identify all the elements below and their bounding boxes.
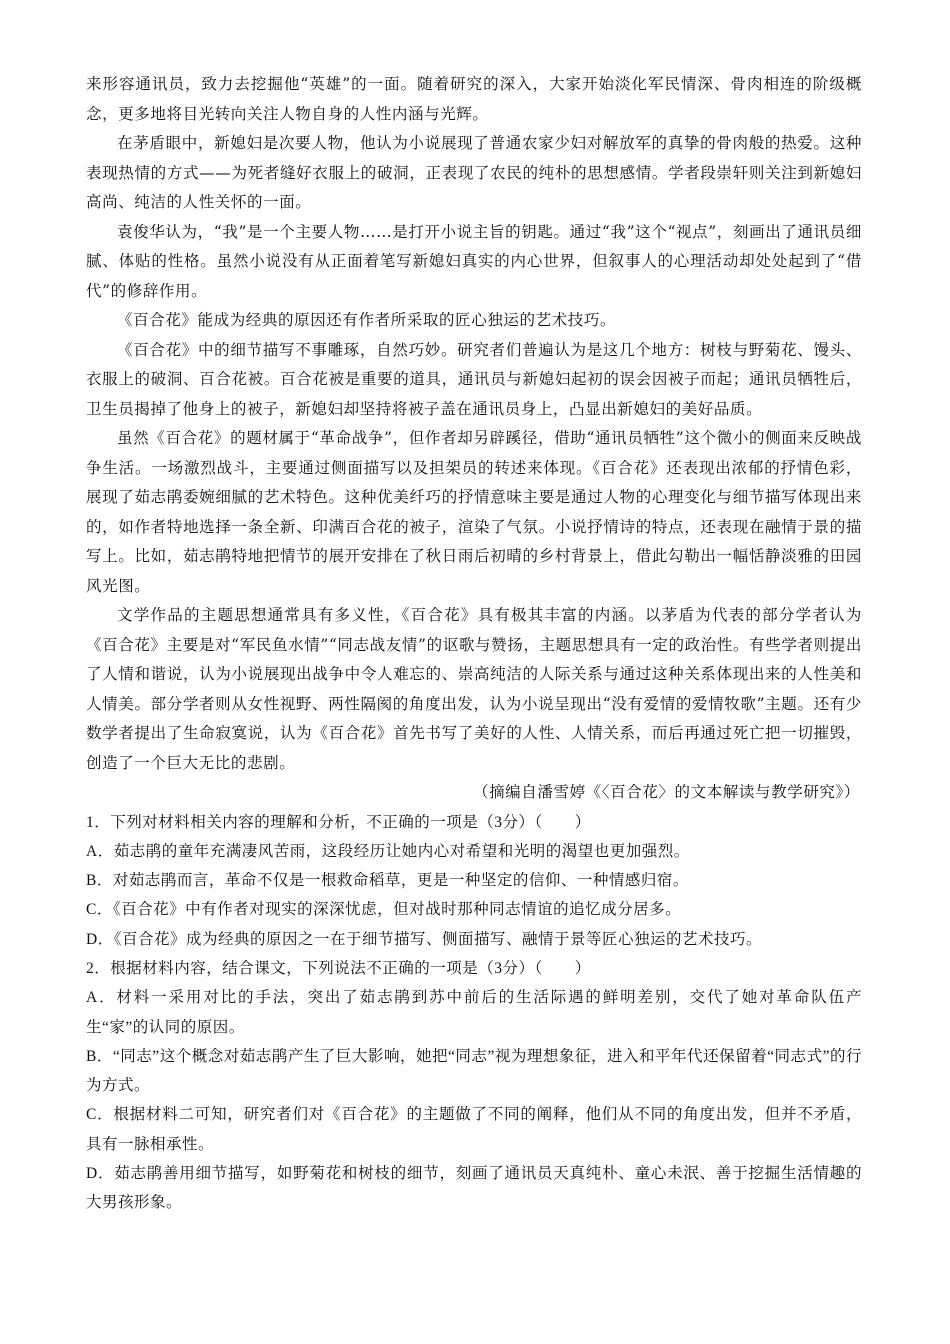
passage-paragraph: 袁俊华认为，“我”是一个主要人物……是打开小说主旨的钥匙。通过“我”这个“视点”，刻画出了通讯员细腻、体贴的性格。虽然小说没有从正面着笔写新媳妇真实的内心世界，但叙事人的心理活动却处处起到了“借代”的修辞作用。 (86, 222, 862, 300)
passage-source: （摘编自潘雪婷《〈百合花〉的文本解读与教学研究》） (472, 783, 860, 801)
answer-option-c: C．根据材料二可知，研究者们对《百合花》的主题做了不同的阐释，他们从不同的角度出发，但并不矛盾，具有一脉相承性。 (86, 1106, 862, 1153)
answer-option-c: C．《百合花》中有作者对现实的深深忧虑，但对战时那种同志情谊的追忆成分居多。 (86, 901, 682, 919)
answer-option-d: D．《百合花》成为经典的原因之一在于细节描写、侧面描写、融情于景等匠心独运的艺术技巧。 (86, 930, 762, 948)
answer-option-b: B．“同志”这个概念对茹志鹃产生了巨大影响，她把“同志”视为理想象征，进入和平年代还保留着“同志式”的行为方式。 (86, 1047, 862, 1095)
passage-paragraph: 《百合花》能成为经典的原因还有作者所采取的匠心独运的艺术技巧。 (117, 311, 617, 329)
answer-option-d: D．茹志鹃善用细节描写，如野菊花和树枝的细节，刻画了通讯员天真纯朴、童心未泯、善于挖掘生活情趣的大男孩形象。 (86, 1165, 862, 1212)
answer-option-a: A．材料一采用对比的手法，突出了茹志鹃到苏中前后的生活际遇的鲜明差别，交代了她对革命队伍产生“家”的认同的原因。 (86, 989, 862, 1036)
answer-option-b: B．对茹志鹃而言，革命不仅是一根救命稻草，更是一种坚定的信仰、一种情感归宿。 (86, 872, 689, 890)
answer-option-a: A．茹志鹃的童年充满凄风苦雨，这段经历让她内心对希望和光明的渴望也更加强烈。 (86, 842, 690, 860)
passage-paragraph: 虽然《百合花》的题材属于“革命战争”，但作者却另辟蹊径，借助“通讯员牺牲”这个微小的侧面来反映战争生活。一场激烈战斗，主要通过侧面描写以及担架员的转述来体现。《百合花》还表现出浓郁的抒情色彩，展现了茹志鹃委婉细腻的艺术特色。这种优美纤巧的抒情意味主要是通过人物的心理变化与细节描写体现出来的，如作者特地选择一条全新、印满百合花的被子，渲染了气氛。小说抒情诗的特点，还表现在融情于景的描写上。比如，茹志鹃特地把情节的展开安排在了秋日雨后初晴的乡村背景上，借此勾勒出一幅恬静淡雅的田园风光图。 (86, 429, 862, 595)
document-page (86, 70, 862, 1218)
passage-paragraph: 《百合花》中的细节描写不事雕琢，自然巧妙。研究者们普遍认为是这几个地方：树枝与野菊花、馒头、衣服上的破洞、百合花被。百合花被是重要的道具，通讯员与新媳妇起初的误会因被子而起；通讯员牺牲后，卫生员揭掉了他身上的被子，新媳妇却坚持将被子盖在通讯员身上，凸显出新媳妇的美好品质。 (86, 340, 862, 418)
passage-paragraph: 文学作品的主题思想通常具有多义性，《百合花》具有极其丰富的内涵。以茅盾为代表的部分学者认为《百合花》主要是对“军民鱼水情”“同志战友情”的讴歌与赞扬，主题思想具有一定的政治性。有些学者则提出了人情和谐说，认为小说展现出战争中令人难忘的、崇高纯洁的人际关系与通过这种关系体现出来的人性美和人情美。部分学者则从女性视野、两性隔阂的角度出发，认为小说呈现出“没有爱情的爱情牧歌”主题。还有少数学者提出了生命寂寞说，认为《百合花》首先书写了美好的人性、人情关系，而后再通过死亡把一切摧毁，创造了一个巨大无比的悲剧。 (86, 606, 862, 772)
passage-paragraph: 在茅盾眼中，新媳妇是次要人物，他认为小说展现了普通农家少妇对解放军的真挚的骨肉般的热爱。这种表现热情的方式——为死者缝好衣服上的破洞，正表现了农民的纯朴的思想感情。学者段崇轩则关注到新媳妇高尚、纯洁的人性关怀的一面。 (86, 134, 862, 211)
passage-paragraph: 来形容通讯员，致力去挖掘他“英雄”的一面。随着研究的深入，大家开始淡化军民情深、骨肉相连的阶级概念，更多地将目光转向关注人物自身的人性内涵与光辉。 (86, 75, 862, 123)
question-1 (86, 808, 862, 954)
passage (86, 70, 862, 808)
question-stem: 2．根据材料内容，结合课文，下列说法不正确的一项是（3分）（ ） (86, 959, 591, 977)
question-2 (86, 954, 862, 1218)
question-stem: 1．下列对材料相关内容的理解和分析，不正确的一项是（3分）（ ） (86, 813, 591, 831)
